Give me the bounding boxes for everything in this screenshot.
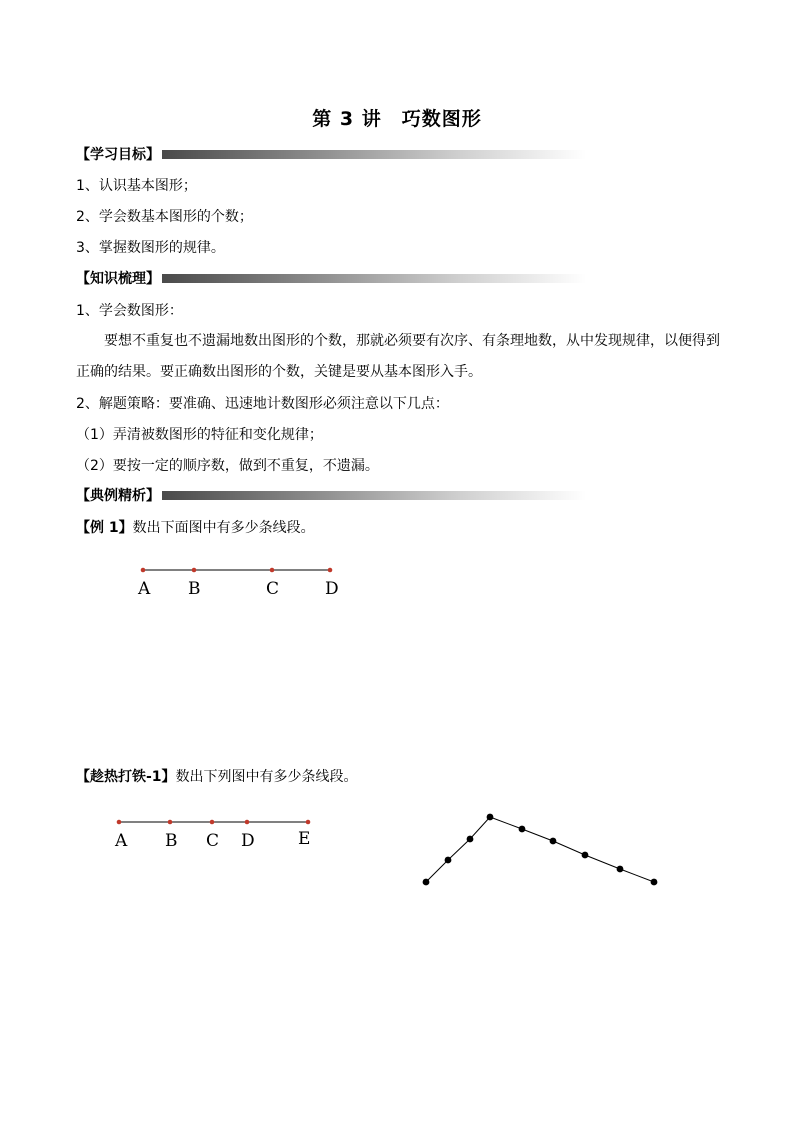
point-marker: [328, 568, 333, 573]
page-title: 第 3 讲 巧数图形: [312, 108, 482, 130]
point-dot: [617, 866, 624, 873]
section-label: 【典例精析】: [76, 488, 160, 504]
section-header-examples: [76, 486, 586, 504]
point-dot: [423, 879, 430, 886]
section-gradient-bar: [162, 274, 586, 283]
point-marker: [141, 568, 146, 573]
knowledge-paragraph: 要想不重复也不遗漏地数出图形的个数，那就必须要有次序、有条理地数，从中发现规律，以便得到正确的结果。要正确数出图形的个数，关键是要从基本图形入手。: [76, 333, 720, 380]
example-1-tag: 【例 1】: [76, 520, 133, 536]
example-1-segment-figure: [130, 560, 350, 605]
section-label: 【知识梳理】: [76, 271, 160, 287]
section-label: 【学习目标】: [76, 147, 160, 163]
section-gradient-bar: [162, 150, 586, 159]
point-dot: [550, 838, 557, 845]
knowledge-item-2: 2、解题策略：要准确、迅速地计数图形必须注意以下几点：: [76, 396, 449, 412]
section-gradient-bar: [162, 491, 586, 500]
point-marker: [306, 820, 311, 825]
point-dot: [467, 836, 474, 843]
point-marker: [117, 820, 122, 825]
angle-ray-right: [490, 817, 654, 882]
point-label: C: [206, 831, 220, 851]
point-label: A: [115, 831, 128, 851]
point-marker: [210, 820, 215, 825]
knowledge-item-1: 1、学会数图形：: [76, 303, 183, 319]
practice-1-tag: 【趁热打铁-1】: [76, 769, 176, 785]
point-label: C: [266, 579, 280, 599]
point-marker: [270, 568, 275, 573]
point-dot: [519, 826, 526, 833]
point-dot: [445, 857, 452, 864]
example-1-prompt: [76, 518, 315, 538]
goal-item-3: 3、掌握数图形的规律。: [76, 240, 225, 256]
angle-ray-left: [426, 817, 490, 882]
practice-1-text: 数出下列图中有多少条线段。: [175, 769, 358, 785]
example-1-text: 数出下面图中有多少条线段。: [132, 520, 315, 536]
knowledge-sub-1: （1）弄清被数图形的特征和变化规律；: [76, 427, 323, 443]
point-label: A: [138, 579, 151, 599]
point-label: D: [325, 579, 339, 599]
section-header-goals: [76, 145, 586, 163]
point-label: D: [241, 831, 255, 851]
point-marker: [192, 568, 197, 573]
point-label: B: [188, 579, 201, 599]
section-header-knowledge: [76, 269, 586, 287]
point-label: B: [165, 831, 178, 851]
practice-1-angle-figure: [410, 805, 670, 895]
point-marker: [245, 820, 250, 825]
point-dot: [651, 879, 658, 886]
knowledge-sub-2: （2）要按一定的顺序数，做到不重复，不遗漏。: [76, 458, 379, 474]
point-dot: [582, 852, 589, 859]
point-marker: [168, 820, 173, 825]
practice-1-segment-figure: [110, 812, 330, 857]
vertex-dot: [487, 814, 494, 821]
point-label: E: [298, 829, 311, 849]
goal-item-2: 2、学会数基本图形的个数；: [76, 209, 253, 225]
goal-item-1: 1、认识基本图形；: [76, 178, 197, 194]
practice-1-prompt: [76, 767, 358, 787]
